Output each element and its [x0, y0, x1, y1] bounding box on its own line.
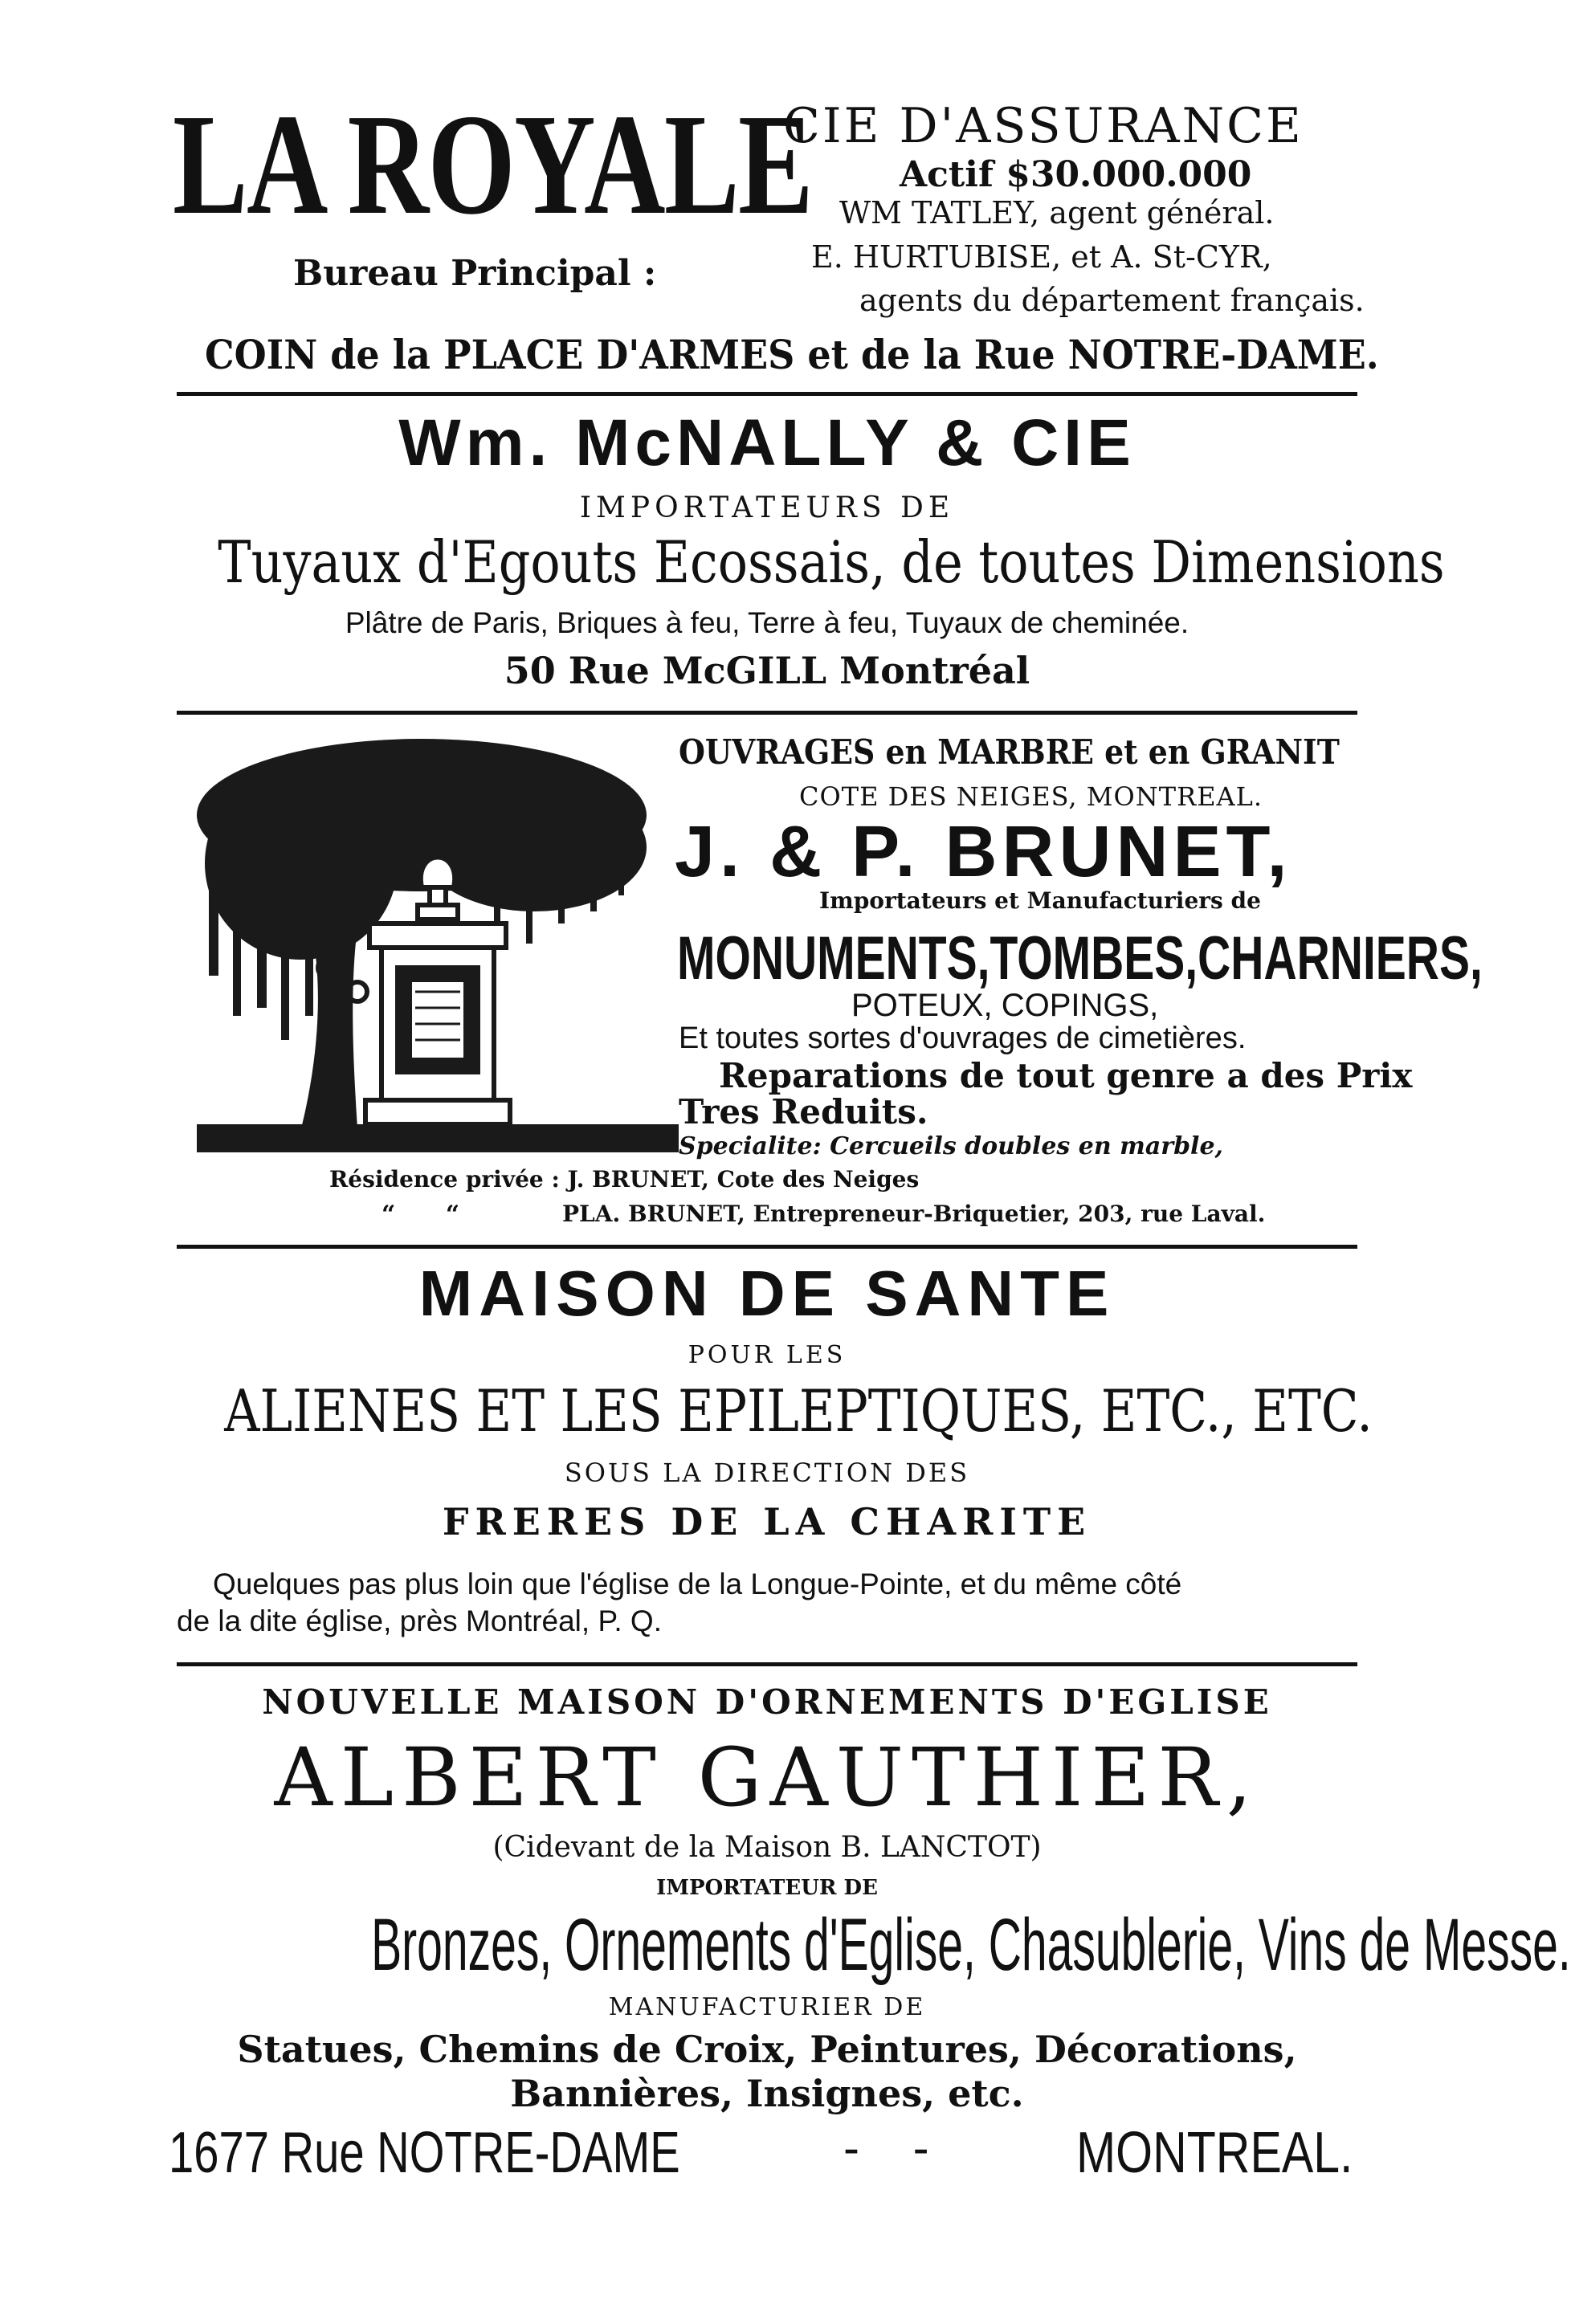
sante-location-2: de la dite église, près Montréal, P. Q.	[177, 1604, 662, 1637]
royale-agents-line1: E. HURTUBISE, et A. St-CYR,	[811, 239, 1272, 275]
mcnally-product: Tuyaux d'Egouts Ecossais, de toutes Dimensions	[218, 528, 1445, 596]
royale-company: CIE D'ASSURANCE	[783, 98, 1304, 154]
divider-2	[177, 711, 1357, 715]
brunet-role: Importateurs et Manufacturiers de	[819, 887, 1261, 914]
brunet-location: COTE DES NEIGES, MONTREAL.	[799, 781, 1263, 812]
gauthier-name: ALBERT GAUTHIER,	[274, 1731, 1260, 1825]
mcnally-name: Wm. McNALLY & CIE	[398, 406, 1136, 479]
brunet-residence-1-value: J. BRUNET, Cote des Neiges	[567, 1166, 920, 1193]
divider-3	[177, 1245, 1357, 1249]
brunet-posts: POTEUX, COPINGS,	[851, 988, 1159, 1023]
sante-location-1: Quelques pas plus loin que l'église de la Longue-Pointe, et du même côté	[213, 1568, 1182, 1600]
gauthier-manufacturer: MANUFACTURIER DE	[608, 1993, 926, 2021]
royale-agents-line2: agents du département français.	[859, 283, 1365, 318]
brunet-residence-1-label: Résidence privée :	[329, 1166, 560, 1193]
royale-address: COIN de la PLACE D'ARMES et de la Rue NOTRE-DAME.	[205, 331, 1379, 378]
willow-tree-and-tomb-engraving	[189, 727, 687, 1160]
sante-direction: SOUS LA DIRECTION DES	[564, 1458, 970, 1488]
brunet-products: MONUMENTS,TOMBES,CHARNIERS,	[677, 924, 1483, 993]
brunet-all: Et toutes sortes d'ouvrages de cimetières.	[679, 1021, 1247, 1055]
sante-freres: FRERES DE LA CHARITE	[442, 1500, 1092, 1543]
gauthier-items-1: Statues, Chemins de Croix, Peintures, Décorations,	[237, 2028, 1297, 2071]
gauthier-items-2: Bannières, Insignes, etc.	[510, 2072, 1024, 2115]
sante-subject: ALIENES ET LES EPILEPTIQUES, ETC., ETC.	[224, 1377, 1373, 1445]
mcnally-role: IMPORTATEURS DE	[579, 491, 955, 524]
royale-agent-general: WM TATLEY, agent général.	[839, 195, 1275, 230]
gauthier-city: MONTREAL.	[1076, 2121, 1353, 2185]
gauthier-header: NOUVELLE MAISON D'ORNEMENTS D'EGLISE	[262, 1682, 1272, 1722]
royale-name: LA ROYALE	[173, 84, 813, 244]
brunet-residence-1	[329, 1166, 919, 1193]
gauthier-goods: Bronzes, Ornements d'Eglise, Chasublerie, Vins de Messe.	[371, 1904, 1571, 1986]
brunet-repairs-1: Reparations de tout genre a des Prix	[719, 1056, 1413, 1095]
royale-bureau: Bureau Principal :	[293, 253, 657, 294]
royale-actif: Actif $30.000.000	[900, 154, 1252, 195]
brunet-ditto-marks: “ “	[382, 1201, 460, 1229]
divider-1	[177, 392, 1357, 396]
sante-title: MAISON DE SANTE	[418, 1258, 1116, 1329]
brunet-name: J. & P. BRUNET,	[675, 812, 1292, 892]
gauthier-former: (Cidevant de la Maison B. LANCTOT)	[492, 1831, 1042, 1864]
brunet-residence-2: PLA. BRUNET, Entrepreneur-Briquetier, 203, rue Laval.	[562, 1201, 1266, 1227]
gauthier-address: 1677 Rue NOTRE-DAME	[169, 2121, 680, 2185]
brunet-repairs-2: Tres Reduits.	[679, 1092, 928, 1131]
mcnally-materials: Plâtre de Paris, Briques à feu, Terre à feu, Tuyaux de cheminée.	[345, 606, 1189, 639]
gauthier-dashes: - -	[843, 2121, 929, 2175]
brunet-specialty: Specialite: Cercueils doubles en marble,	[679, 1132, 1223, 1160]
gauthier-importer: IMPORTATEUR DE	[656, 1876, 878, 1900]
brunet-works: OUVRAGES en MARBRE et en GRANIT	[679, 732, 1340, 772]
mcnally-address: 50 Rue McGILL Montréal	[504, 649, 1030, 692]
sante-pour: POUR LES	[688, 1341, 847, 1369]
divider-4	[177, 1662, 1357, 1666]
